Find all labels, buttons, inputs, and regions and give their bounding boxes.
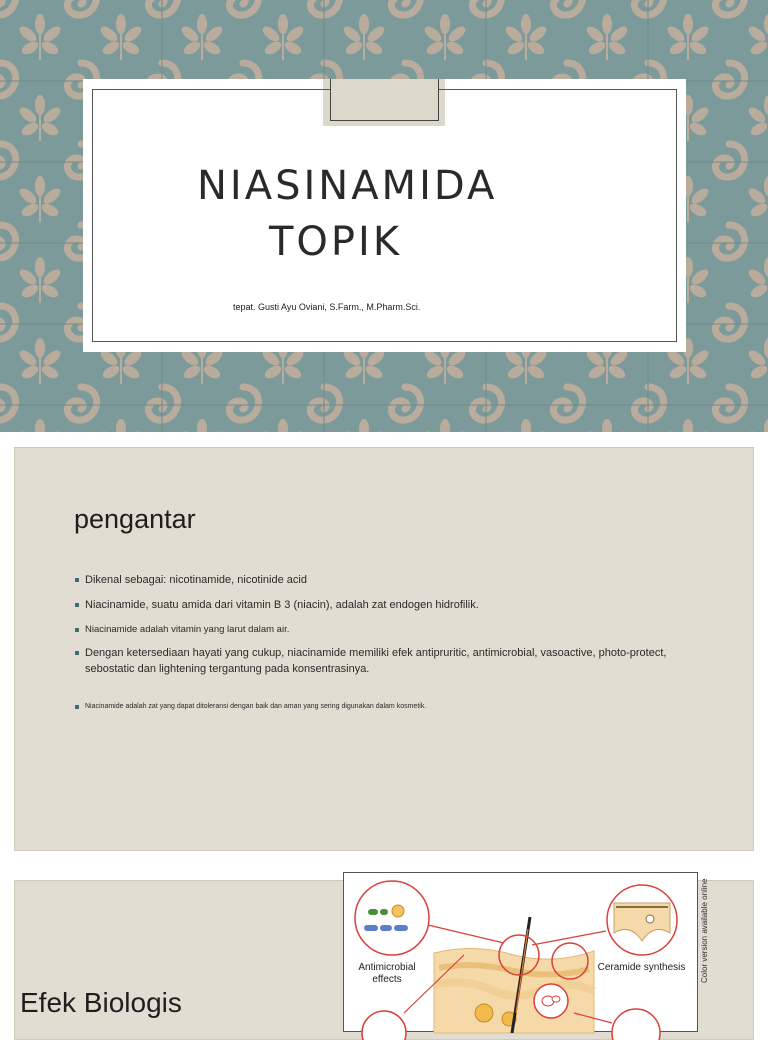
intro-heading: pengantar <box>74 504 196 534</box>
bullet-item: Dikenal sebagai: nicotinamide, nicotinide acid <box>75 572 695 588</box>
title-line-2: TOPIK <box>269 219 403 265</box>
title-line-1: NIASINAMIDA <box>197 163 498 209</box>
color-version-note: Color version available online <box>700 878 709 983</box>
bullet-item: Niacinamide adalah zat yang dapat ditoleransi dengan baik dan aman yang sering digunakan dalam kosmetik. <box>75 699 695 715</box>
title-card <box>83 79 686 352</box>
bullet-item: Dengan ketersediaan hayati yang cukup, niacinamide memiliki efek antipruritic, antimicrobial, vasoactive, photo-protect, sebostatic dan lightening tergantung pada konsentrasinya. <box>75 645 695 677</box>
title-slide <box>0 0 768 432</box>
label-ceramide: Ceramide synthesis <box>597 962 686 973</box>
bullet-item: Niacinamide adalah vitamin yang larut dalam air. <box>75 622 695 638</box>
biological-effects-figure <box>343 872 709 1032</box>
intro-slide <box>14 447 754 851</box>
label-antimicrobial: Antimicrobial effects <box>358 962 416 985</box>
intro-bullet-list <box>75 572 695 715</box>
skin-diagram <box>344 873 699 1033</box>
antimicrobial-circle <box>355 881 429 955</box>
bullet-item: Niacinamide, suatu amida dari vitamin B 3 (niacin), adalah zat endogen hidrofilik. <box>75 597 695 613</box>
presenter-name: tepat. Gusti Ayu Oviani, S.Farm., M.Pharm.Sci. <box>233 302 421 312</box>
effects-heading: Efek Biologis <box>20 987 182 1018</box>
title-card-tab <box>330 79 439 121</box>
